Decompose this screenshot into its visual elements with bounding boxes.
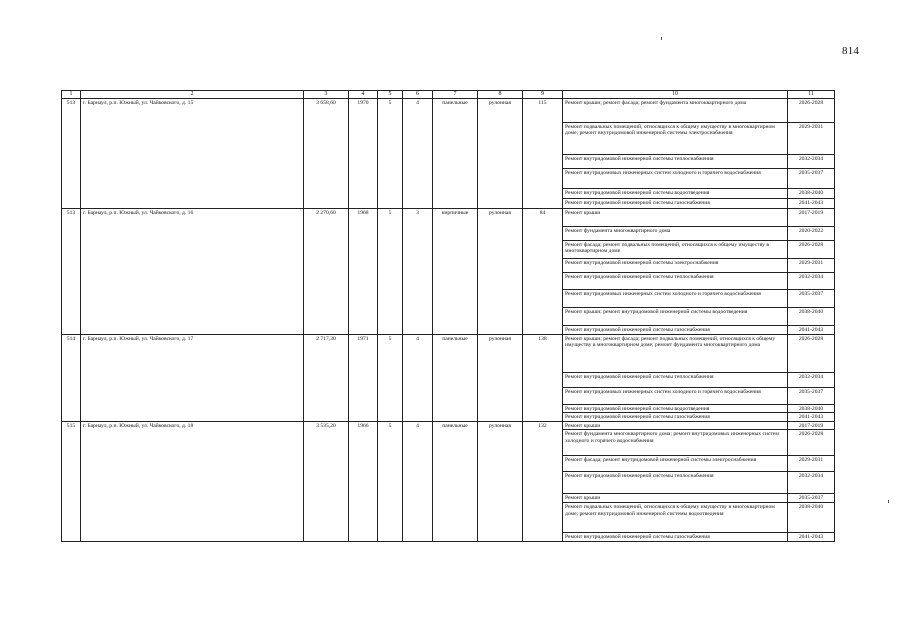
resident-count: 84 (523, 208, 563, 334)
column-number: 9 (523, 91, 563, 99)
row-number: 513 (62, 208, 81, 334)
repair-work: Ремонт крыши; ремонт фасада; ремонт подвальных помещений, относящихся к общему имуществу в многоквартирном доме; ремонт фундамента многоквартирного дома (563, 334, 788, 372)
resident-count: 132 (523, 421, 563, 541)
scan-mark (888, 500, 889, 503)
repair-work: Ремонт крыши (563, 421, 788, 429)
row-number: 515 (62, 421, 81, 541)
repair-work: Ремонт внутридомовой инженерной системы газоснабжения (563, 198, 788, 208)
repair-period: 2041-2043 (788, 325, 835, 334)
construction-year: 1966 (349, 421, 378, 541)
repair-work: Ремонт внутридомовой инженерной системы водоотведения (563, 188, 788, 198)
table-row (62, 208, 835, 226)
building-address: г. Барнаул, р.п. Южный, ул. Чайковского, д. 15 (81, 98, 304, 208)
construction-year: 1968 (349, 208, 378, 334)
construction-year: 1970 (349, 98, 378, 208)
page-number: 814 (842, 45, 860, 57)
repair-work: Ремонт крыши; ремонт фасада; ремонт фундамента многоквартирного дома (563, 98, 788, 122)
repair-period: 2032-2034 (788, 372, 835, 387)
repair-period: 2017-2019 (788, 421, 835, 429)
table-row (62, 421, 835, 429)
capital-repair-table (61, 90, 835, 542)
column-number-row (62, 91, 835, 99)
table-row (62, 98, 835, 122)
wall-material: панельные (433, 421, 478, 541)
repair-work: Ремонт внутридомовой инженерной системы теплоснабжения (563, 154, 788, 168)
column-number: 3 (304, 91, 349, 99)
repair-work: Ремонт фундамента многоквартирного дома (563, 226, 788, 240)
repair-work: Ремонт внутридомовой инженерной системы теплоснабжения (563, 472, 788, 494)
repair-work: Ремонт крыши (563, 208, 788, 226)
repair-period: 2029-2031 (788, 258, 835, 272)
repair-period: 2029-2031 (788, 122, 835, 154)
repair-period: 2041-2043 (788, 413, 835, 421)
row-number: 514 (62, 334, 81, 421)
repair-period: 2026-2028 (788, 98, 835, 122)
repair-work: Ремонт внутридомовой инженерной системы газоснабжения (563, 533, 788, 542)
repair-period: 2035-2037 (788, 387, 835, 404)
row-number: 513 (62, 98, 81, 208)
repair-period: 2035-2037 (788, 289, 835, 307)
column-number: 4 (349, 91, 378, 99)
column-number: 1 (62, 91, 81, 99)
building-address: г. Барнаул, р.п. Южный, ул. Чайковского, д. 16 (81, 208, 304, 334)
floor-count: 5 (378, 98, 403, 208)
column-number: 7 (433, 91, 478, 99)
repair-period: 2029-2031 (788, 456, 835, 472)
repair-period: 2032-2034 (788, 154, 835, 168)
floor-count: 5 (378, 334, 403, 421)
total-area: 2 717,30 (304, 334, 349, 421)
resident-count: 138 (523, 334, 563, 421)
scan-mark (661, 37, 662, 40)
repair-period: 2038-2040 (788, 307, 835, 325)
roof-type: рулонная (478, 208, 523, 334)
repair-period: 2041-2043 (788, 533, 835, 542)
wall-material: панельные (433, 98, 478, 208)
repair-period: 2032-2034 (788, 472, 835, 494)
roof-type: рулонная (478, 334, 523, 421)
repair-work: Ремонт крыши (563, 494, 788, 503)
column-number: 8 (478, 91, 523, 99)
repair-period: 2026-2028 (788, 430, 835, 456)
total-area: 3 658,60 (304, 98, 349, 208)
table-row (62, 334, 835, 372)
resident-count: 115 (523, 98, 563, 208)
repair-work: Ремонт внутридомовой инженерной системы газоснабжения (563, 325, 788, 334)
repair-work: Ремонт внутридомовой инженерной системы электроснабжения (563, 258, 788, 272)
repair-work: Ремонт внутридомовой инженерной системы водоотведения (563, 404, 788, 412)
repair-work: Ремонт внутридомовой инженерной системы теплоснабжения (563, 272, 788, 289)
wall-material: панельные (433, 334, 478, 421)
repair-work: Ремонт внутридомовых инженерных систем холодного и горячего водоснабжения (563, 387, 788, 404)
wall-material: кирпичные (433, 208, 478, 334)
repair-period: 2026-2028 (788, 334, 835, 372)
repair-work: Ремонт крыши; ремонт внутридомовой инженерной системы водоотведения (563, 307, 788, 325)
repair-period: 2032-2034 (788, 272, 835, 289)
repair-work: Ремонт фасада; ремонт внутридомовой инженерной системы электроснабжения (563, 456, 788, 472)
table-body (62, 91, 835, 542)
repair-work: Ремонт подвальных помещений, относящихся к общему имуществу в многоквартирном доме; ремонт внутридомовой инженерной системы электроснабжения (563, 122, 788, 154)
repair-work: Ремонт фасада; ремонт подвальных помещений, относящихся к общему имуществу в многоквартирном доме (563, 240, 788, 258)
repair-work: Ремонт внутридомовой инженерной системы газоснабжения (563, 413, 788, 421)
repair-work: Ремонт внутридомовой инженерной системы теплоснабжения (563, 372, 788, 387)
entrance-count: 4 (403, 98, 433, 208)
entrance-count: 4 (403, 421, 433, 541)
floor-count: 5 (378, 208, 403, 334)
roof-type: рулонная (478, 98, 523, 208)
repair-work: Ремонт внутридомовых инженерных систем холодного и горячего водоснабжения (563, 289, 788, 307)
floor-count: 5 (378, 421, 403, 541)
repair-work: Ремонт подвальных помещений, относящихся к общему имуществу в многоквартирном доме; ремонт внутридомовой инженерной системы водоотведения (563, 503, 788, 533)
building-address: г. Барнаул, р.п. Южный, ул. Чайковского, д. 17 (81, 334, 304, 421)
repair-period: 2035-2037 (788, 494, 835, 503)
construction-year: 1971 (349, 334, 378, 421)
repair-period: 2017-2019 (788, 208, 835, 226)
repair-period: 2020-2022 (788, 226, 835, 240)
entrance-count: 4 (403, 334, 433, 421)
total-area: 2 270,60 (304, 208, 349, 334)
column-number: 2 (81, 91, 304, 99)
column-number: 11 (788, 91, 835, 99)
repair-work: Ремонт фундамента многоквартирного дома; ремонт внутридомовых инженерных систем холодного и горячего водоснабжения (563, 430, 788, 456)
column-number: 6 (403, 91, 433, 99)
roof-type: рулонная (478, 421, 523, 541)
repair-work: Ремонт внутридомовых инженерных систем холодного и горячего водоснабжения (563, 168, 788, 188)
repair-period: 2038-2040 (788, 188, 835, 198)
repair-period: 2041-2043 (788, 198, 835, 208)
total-area: 3 535,20 (304, 421, 349, 541)
entrance-count: 3 (403, 208, 433, 334)
column-number: 5 (378, 91, 403, 99)
repair-period: 2035-2037 (788, 168, 835, 188)
repair-period: 2038-2040 (788, 404, 835, 412)
repair-period: 2038-2040 (788, 503, 835, 533)
repair-period: 2026-2028 (788, 240, 835, 258)
building-address: г. Барнаул, р.п. Южный, ул. Чайковского, д. 18 (81, 421, 304, 541)
column-number: 10 (563, 91, 788, 99)
